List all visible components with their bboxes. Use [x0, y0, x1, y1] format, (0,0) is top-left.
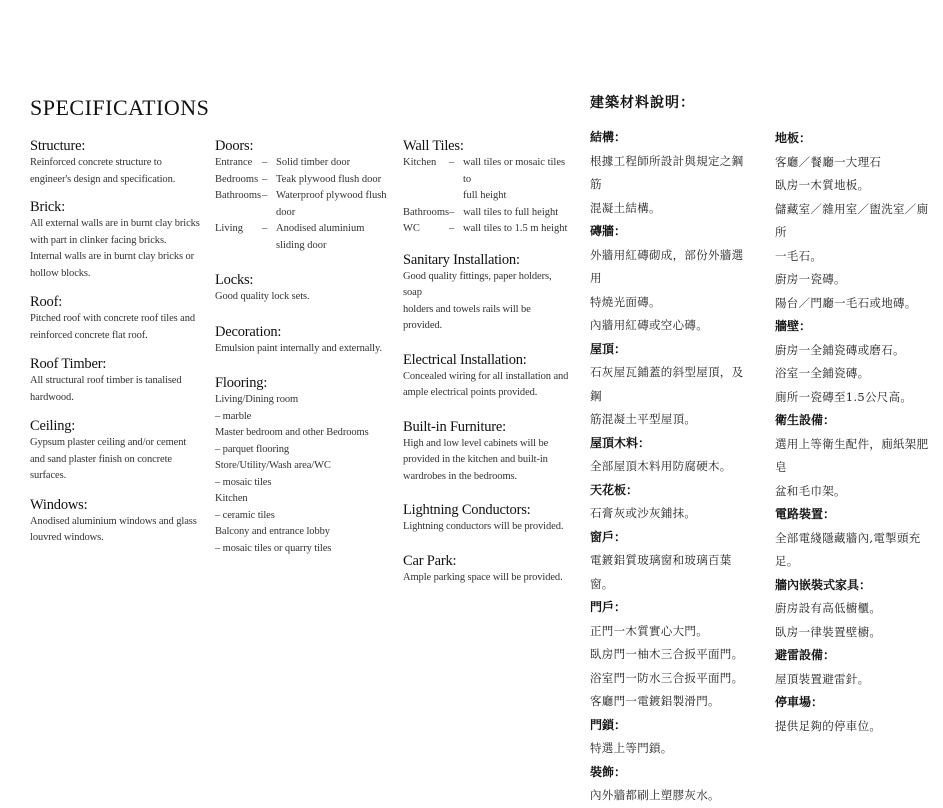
- text-line: – parquet flooring: [215, 443, 290, 455]
- text-line: reinforced concrete flat roof.: [30, 329, 148, 341]
- chinese-text-line: 臥房門一柚木三合扳平面門。: [590, 647, 744, 661]
- brick-section: [30, 199, 200, 282]
- doors-row: [215, 155, 390, 172]
- chinese-text-line: 正門一木質實心大門。: [590, 623, 708, 638]
- chinese-text-line: 全部屋頂木料用防腐硬木。: [590, 459, 732, 473]
- row-dash: –: [449, 157, 455, 168]
- brick-text: [30, 216, 200, 282]
- doors-heading: Doors:: [215, 138, 254, 154]
- chinese-text-line: 臥房一律裝置壁櫥。: [775, 624, 882, 639]
- text-line: Store/Utility/Wash area/WC: [215, 460, 331, 471]
- chinese-text-line: 電鍍鋁質玻璃窗和玻璃百葉窗。: [590, 553, 732, 591]
- text-line: sliding door: [276, 239, 327, 251]
- chinese-text-line: 根據工程師所設計與規定之鋼筋: [590, 153, 744, 191]
- english-column-3: [403, 138, 571, 586]
- row-value: [276, 155, 390, 172]
- text-line: Waterproof plywood flush: [276, 190, 387, 201]
- chinese-text-line: 石膏灰或沙灰鋪抹。: [590, 506, 697, 520]
- chinese-column-1: [590, 92, 755, 808]
- text-line: Anodised aluminium windows and glass: [30, 515, 197, 527]
- locks-text: [215, 289, 390, 306]
- chinese-section-heading: 屋頂：: [590, 341, 627, 356]
- chinese-section-heading: 裝飾：: [590, 764, 627, 779]
- chinese-text-line: 一毛石。: [775, 248, 823, 263]
- lightning-heading: Lightning Conductors:: [403, 502, 531, 518]
- furniture-section: [403, 419, 571, 486]
- doors-section: [215, 138, 390, 254]
- row-value: [463, 205, 571, 222]
- row-dash: –: [449, 206, 455, 218]
- english-column-1: [30, 138, 200, 547]
- text-line: – ceramic tiles: [215, 509, 275, 521]
- row-dash: –: [262, 190, 268, 201]
- chinese-section-heading: 屋頂木料：: [590, 435, 651, 450]
- chinese-section: [590, 126, 755, 220]
- chinese-text-line: 廚房一瓷磚。: [775, 272, 846, 286]
- text-line: surfaces.: [30, 470, 67, 481]
- chinese-text-line: 陽台／門廳一毛石或地磚。: [775, 295, 917, 310]
- chinese-text-line: 盆和毛巾架。: [775, 483, 846, 498]
- wall-tiles-heading: Wall Tiles:: [403, 138, 464, 154]
- text-line: hollow blocks.: [30, 267, 91, 279]
- text-line: All external walls are in burnt clay bricks: [30, 218, 200, 229]
- chinese-section-heading: 牆內嵌裝式家具：: [775, 577, 872, 592]
- chinese-text-line: 客廳／餐廳一大理石: [775, 154, 882, 169]
- windows-heading: Windows:: [30, 496, 88, 513]
- flooring-section: [215, 375, 390, 557]
- chinese-section-heading: 地板：: [775, 131, 812, 145]
- text-line: engineer's design and specification.: [30, 173, 176, 185]
- lightning-text: [403, 519, 571, 536]
- chinese-text-line: 屋頂裝置避雷針。: [775, 671, 870, 686]
- row-dash: –: [262, 223, 268, 234]
- wall-tiles-section: [403, 138, 571, 238]
- ceiling-section: [30, 418, 200, 485]
- furniture-text: [403, 436, 571, 486]
- text-line: Good quality lock sets.: [215, 291, 310, 302]
- chinese-section: [590, 596, 755, 714]
- car-park-section: [403, 553, 571, 587]
- chinese-text-line: 混凝土結構。: [590, 200, 661, 215]
- ceiling-heading: Ceiling:: [30, 418, 76, 434]
- chinese-section: [775, 644, 940, 691]
- text-line: Pitched roof with concrete roof tiles and: [30, 313, 196, 324]
- text-line: High and low level cabinets will be: [403, 437, 549, 449]
- chinese-title: 建築材料說明：: [590, 95, 695, 111]
- text-line: Anodised aluminium: [276, 223, 365, 234]
- text-line: hardwood.: [30, 391, 74, 403]
- text-line: Good quality fittings, paper holders, soap: [403, 270, 552, 298]
- chinese-text-line: 選用上等衛生配件，廁紙架肥皂: [775, 436, 929, 474]
- chinese-section-heading: 窗戶：: [590, 529, 627, 544]
- structure-section: [30, 138, 200, 188]
- chinese-text-line: 廚房設有高低櫥櫃。: [775, 601, 882, 615]
- chinese-text-line: 儲藏室／雜用室／盥洗室／廁所: [775, 201, 929, 239]
- windows-text: [30, 514, 200, 547]
- chinese-section-heading: 天花板：: [590, 482, 639, 497]
- electrical-section: [403, 352, 571, 402]
- chinese-column-2: [775, 127, 940, 738]
- row-value: [463, 155, 571, 205]
- decoration-heading: Decoration:: [215, 323, 282, 340]
- row-label: WC: [403, 223, 420, 234]
- roof-section: [30, 294, 200, 344]
- roof-timber-section: [30, 356, 200, 406]
- chinese-text-line: 廚房一全鋪瓷磚或磨石。: [775, 342, 905, 357]
- chinese-text-line: 浴室一全鋪瓷磚。: [775, 366, 870, 380]
- chinese-section: [775, 315, 940, 409]
- furniture-heading: Built-in Furniture:: [403, 418, 506, 435]
- text-line: Balcony and entrance lobby: [215, 526, 330, 537]
- roof-text: [30, 311, 200, 344]
- text-line: holders and towels rails will be provided.: [403, 303, 531, 331]
- text-line: wall tiles or mosaic tiles to: [463, 157, 566, 185]
- ceiling-text: [30, 435, 200, 485]
- decoration-text: [215, 341, 390, 358]
- text-line: Living/Dining room: [215, 394, 299, 405]
- row-dash: –: [262, 173, 268, 185]
- lightning-section: [403, 502, 571, 536]
- chinese-text-line: 內外牆都刷上塑膠灰水。: [590, 788, 720, 802]
- sanitary-text: [403, 269, 571, 335]
- chinese-text-line: 內牆用紅磚或空心磚。: [590, 318, 708, 332]
- text-line: Lightning conductors will be provided.: [403, 521, 564, 532]
- text-line: All structural roof timber is tanalised: [30, 375, 182, 386]
- flooring-heading: Flooring:: [215, 375, 268, 391]
- chinese-section-heading: 牆壁：: [775, 319, 812, 333]
- windows-section: [30, 497, 200, 547]
- chinese-section-heading: 衛生設備：: [775, 413, 836, 427]
- chinese-section-heading: 避雷設備：: [775, 648, 836, 662]
- text-line: ample electrical points provided.: [403, 387, 538, 398]
- chinese-section-heading: 停車場：: [775, 695, 824, 709]
- electrical-heading: Electrical Installation:: [403, 351, 527, 368]
- wall-tiles-row: [403, 205, 571, 222]
- chinese-section: [590, 714, 755, 761]
- roof-heading: Roof:: [30, 294, 63, 310]
- text-line: door: [276, 206, 296, 218]
- row-label: Bathrooms: [403, 206, 450, 218]
- row-dash: –: [262, 157, 268, 168]
- chinese-section: [590, 220, 755, 338]
- wall-tiles-row: [403, 221, 571, 238]
- row-value: [463, 221, 571, 238]
- chinese-section-heading: 結構：: [590, 130, 627, 144]
- text-line: louvred windows.: [30, 532, 104, 543]
- text-line: – marble: [215, 410, 252, 422]
- chinese-section: [775, 503, 940, 574]
- wall-tiles-row: [403, 155, 571, 205]
- text-line: wall tiles to full height: [463, 206, 559, 218]
- chinese-section: [590, 338, 755, 432]
- chinese-text-line: 筋混凝土平型屋頂。: [590, 412, 697, 426]
- chinese-text-line: 廁所一瓷磚至1.5公尺高。: [775, 389, 913, 404]
- car-park-heading: Car Park:: [403, 552, 457, 569]
- roof-timber-text: [30, 373, 200, 406]
- chinese-section: [590, 761, 755, 808]
- text-line: Concealed wiring for all installation and: [403, 370, 569, 382]
- chinese-text-line: 特燒光面磚。: [590, 294, 661, 309]
- row-label: Bathrooms: [215, 190, 262, 201]
- chinese-section-heading: 門戶：: [590, 600, 627, 614]
- row-value: [276, 172, 390, 189]
- page-title: SPECIFICATIONS: [30, 95, 210, 120]
- flooring-text: [215, 392, 390, 557]
- chinese-section-heading: 電路裝置：: [775, 507, 836, 521]
- chinese-section: [590, 479, 755, 526]
- text-line: wall tiles to 1.5 m height: [463, 223, 568, 234]
- sanitary-section: [403, 252, 571, 335]
- text-line: Kitchen: [215, 493, 248, 504]
- doors-row: [215, 172, 390, 189]
- chinese-section: [590, 432, 755, 479]
- electrical-text: [403, 369, 571, 402]
- locks-heading: Locks:: [215, 272, 254, 288]
- brick-heading: Brick:: [30, 199, 66, 215]
- chinese-text-line: 臥房一木質地板。: [775, 178, 870, 192]
- chinese-section-heading: 門鎖：: [590, 717, 627, 732]
- text-line: Internal walls are in burnt clay bricks or: [30, 251, 195, 262]
- text-line: Solid timber door: [276, 157, 351, 168]
- chinese-section: [590, 526, 755, 597]
- row-label: Entrance: [215, 157, 253, 168]
- chinese-text-line: 全部電綫隱藏牆內,電掣頭充足。: [775, 530, 921, 568]
- chinese-text-line: 石灰屋瓦鋪蓋的斜型屋頂，及鋼: [590, 365, 744, 403]
- roof-timber-heading: Roof Timber:: [30, 356, 107, 372]
- text-line: Ample parking space will be provided.: [403, 571, 563, 583]
- text-line: Teak plywood flush door: [276, 173, 382, 185]
- chinese-text-line: 提供足夠的停車位。: [775, 718, 882, 733]
- text-line: Master bedroom and other Bedrooms: [215, 427, 369, 438]
- structure-heading: Structure:: [30, 138, 86, 154]
- chinese-text-line: 客廳門一電鍍鋁製滑門。: [590, 694, 720, 708]
- text-line: Reinforced concrete structure to: [30, 157, 162, 168]
- text-line: Gypsum plaster ceiling and/or cement: [30, 437, 187, 448]
- row-label: Kitchen: [403, 157, 437, 168]
- chinese-text-line: 外牆用紅磚砌成，部份外牆選用: [590, 247, 744, 285]
- english-column-2: [215, 138, 390, 557]
- doors-row: [215, 188, 390, 221]
- chinese-section: [775, 127, 940, 315]
- car-park-text: [403, 570, 571, 587]
- chinese-section: [775, 691, 940, 738]
- row-dash: –: [449, 223, 455, 234]
- decoration-section: [215, 324, 390, 358]
- sanitary-heading: Sanitary Installation:: [403, 251, 520, 268]
- chinese-text-line: 特選上等門鎖。: [590, 741, 673, 755]
- row-label: Living: [215, 223, 243, 234]
- text-line: and sand plaster finish on concrete: [30, 453, 172, 465]
- doors-row: [215, 221, 390, 254]
- text-line: – mosaic tiles or quarry tiles: [215, 542, 332, 554]
- row-value: [276, 188, 390, 221]
- chinese-section: [775, 409, 940, 503]
- text-line: wardrobes in the bedrooms.: [403, 470, 518, 482]
- text-line: provided in the kitchen and built-in: [403, 454, 548, 465]
- chinese-text-line: 浴室門一防水三合扳平面門。: [590, 670, 744, 685]
- row-value: [276, 221, 390, 254]
- chinese-section-heading: 磚牆：: [590, 224, 627, 238]
- structure-text: [30, 155, 200, 188]
- text-line: full height: [463, 190, 507, 201]
- locks-section: [215, 272, 390, 306]
- chinese-section: [775, 574, 940, 645]
- text-line: – mosaic tiles: [215, 476, 272, 488]
- text-line: with part in clinker facing bricks.: [30, 234, 167, 246]
- row-label: Bedrooms: [215, 173, 259, 185]
- text-line: Emulsion paint internally and externally.: [215, 342, 382, 354]
